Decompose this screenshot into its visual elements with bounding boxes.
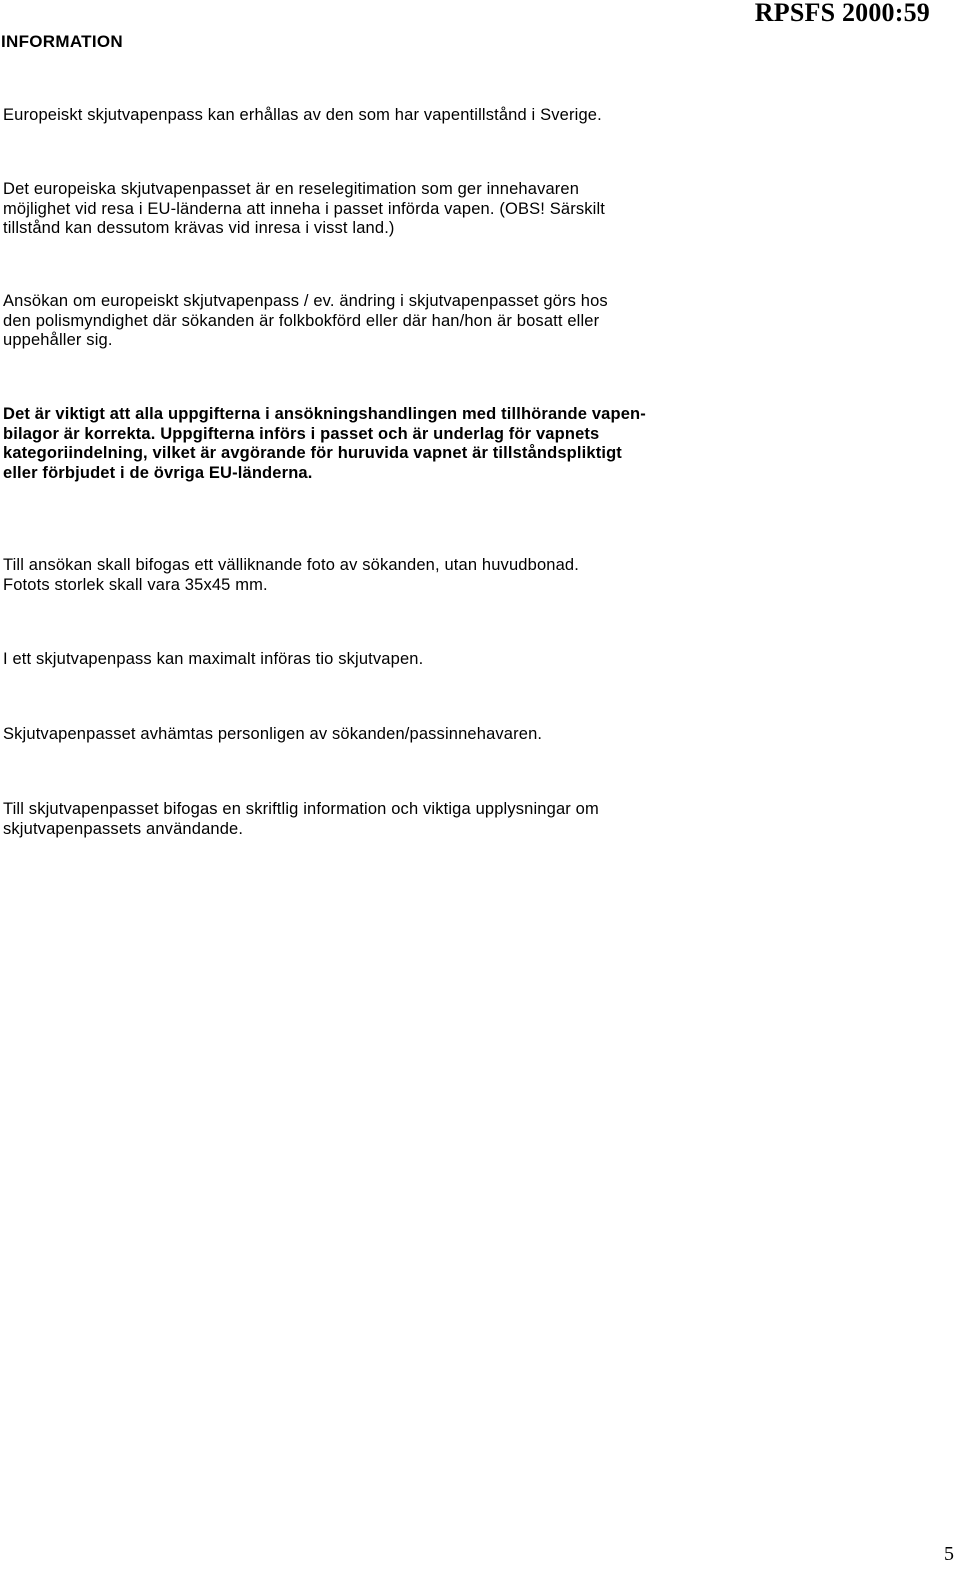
text-line: Till ansökan skall bifogas ett välliknande foto av sökanden, utan huvudbonad.	[3, 556, 579, 574]
text-line: eller förbjudet i de övriga EU-länderna.	[3, 464, 313, 483]
paragraph-application-authority	[3, 292, 723, 351]
paragraph-travel-document	[3, 180, 723, 239]
text-line: Det är viktigt att alla uppgifterna i ansökningshandlingen med tillhörande vapen-	[3, 405, 646, 423]
paragraph-eligibility	[3, 106, 723, 126]
text-line: Skjutvapenpasset avhämtas personligen av sökanden/passinnehavaren.	[3, 725, 543, 743]
paragraph-accuracy-notice	[3, 405, 723, 484]
paragraph-attached-information	[3, 800, 723, 839]
paragraph-max-weapons	[3, 650, 723, 670]
text-line: skjutvapenpassets användande.	[3, 819, 244, 838]
section-heading: INFORMATION	[1, 32, 123, 51]
text-line: Europeiskt skjutvapenpass kan erhållas av den som har vapentillstånd i Sverige.	[3, 106, 602, 124]
text-line: kategoriindelning, vilket är avgörande för huruvida vapnet är tillståndspliktigt	[3, 444, 622, 463]
document-code: RPSFS 2000:59	[754, 0, 930, 27]
text-line: Ansökan om europeiskt skjutvapenpass / ev. ändring i skjutvapenpasset görs hos	[3, 292, 608, 310]
text-line: Till skjutvapenpasset bifogas en skriftlig information och viktiga upplysningar om	[3, 800, 599, 818]
text-line: Fotots storlek skall vara 35x45 mm.	[3, 575, 268, 594]
paragraph-photo-requirements	[3, 556, 723, 595]
text-line: tillstånd kan dessutom krävas vid inresa i visst land.)	[3, 219, 395, 238]
text-line: den polismyndighet där sökanden är folkbokförd eller där han/hon är bosatt eller	[3, 311, 600, 330]
page-number: 5	[944, 1543, 954, 1565]
paragraph-pickup	[3, 725, 723, 745]
text-line: bilagor är korrekta. Uppgifterna införs i passet och är underlag för vapnets	[3, 424, 600, 443]
text-line: I ett skjutvapenpass kan maximalt införas tio skjutvapen.	[3, 650, 424, 668]
text-line: uppehåller sig.	[3, 331, 113, 350]
text-line: möjlighet vid resa i EU-länderna att inneha i passet införda vapen. (OBS! Särskilt	[3, 199, 606, 218]
text-line: Det europeiska skjutvapenpasset är en reselegitimation som ger innehavaren	[3, 180, 580, 198]
